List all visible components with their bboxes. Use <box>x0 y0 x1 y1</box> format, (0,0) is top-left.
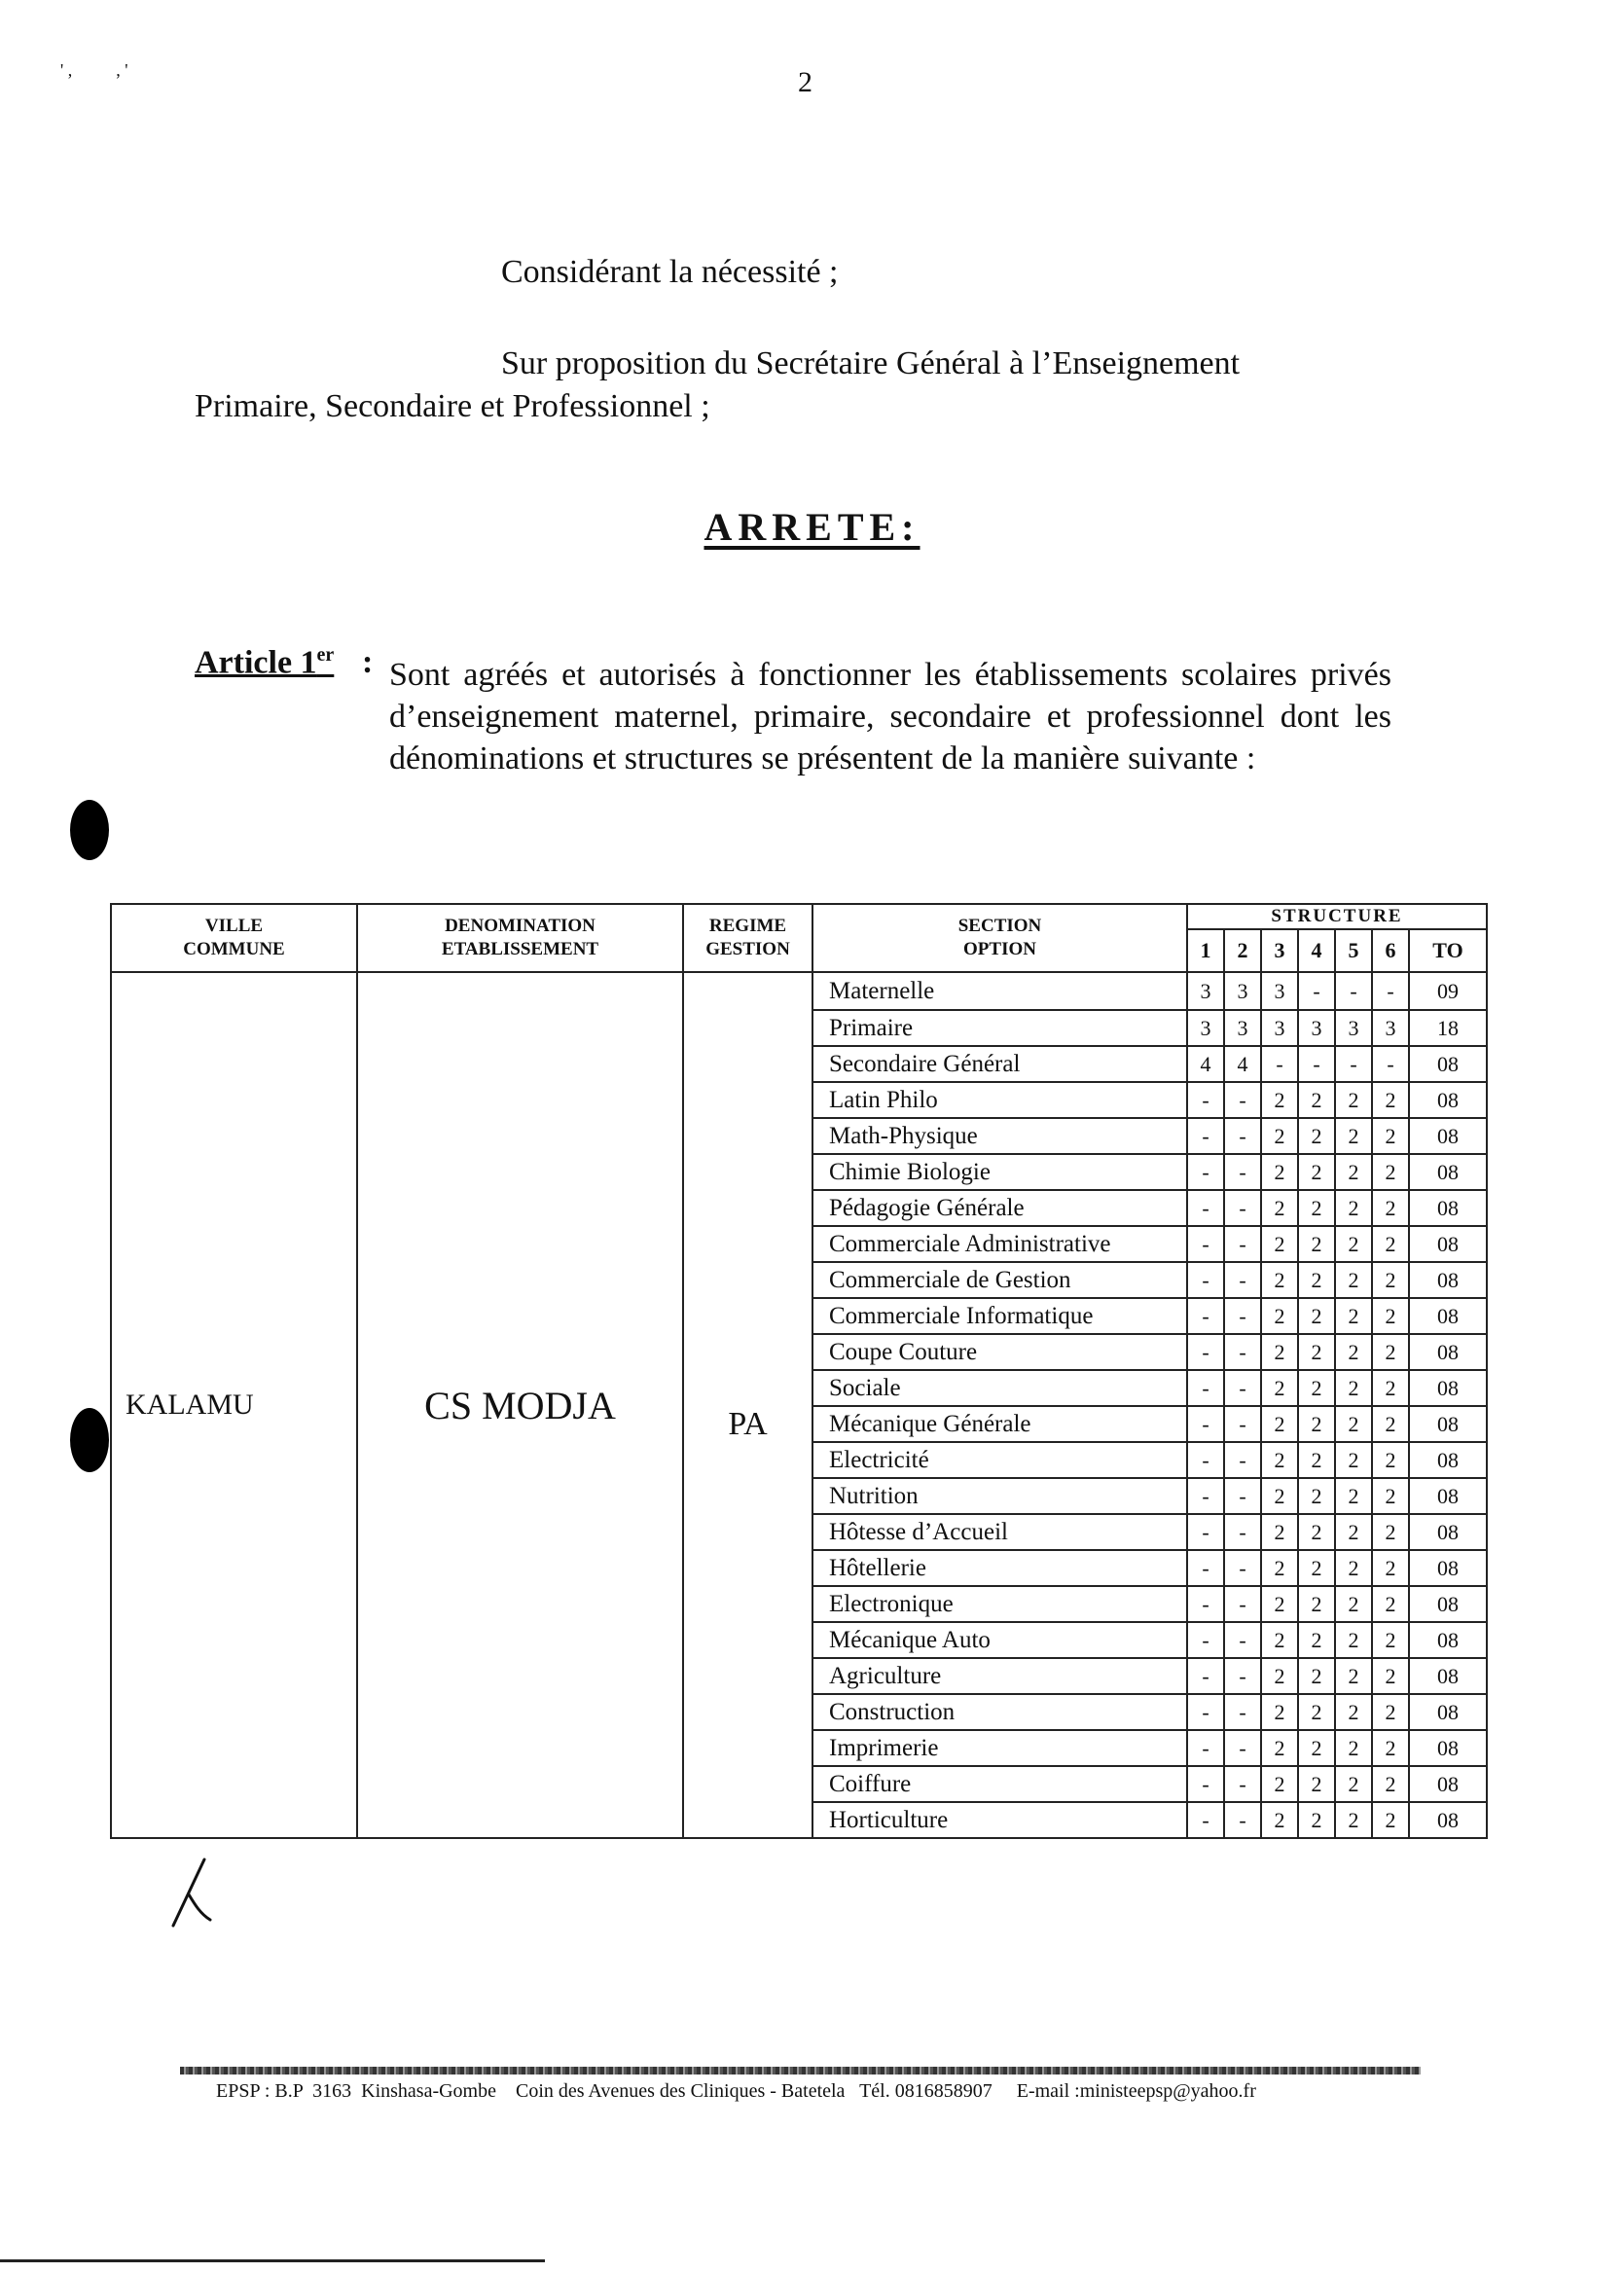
option-cell: Electricité <box>812 1442 1187 1478</box>
page-number: 2 <box>798 66 812 98</box>
year-3-cell: 2 <box>1261 1262 1298 1298</box>
total-cell: 08 <box>1409 1478 1487 1514</box>
year-2-cell: - <box>1224 1622 1261 1658</box>
year-2-cell: - <box>1224 1190 1261 1226</box>
total-cell: 08 <box>1409 1514 1487 1550</box>
year-4-cell: 2 <box>1298 1694 1335 1730</box>
year-5-cell: 2 <box>1335 1262 1372 1298</box>
year-3-cell: 2 <box>1261 1334 1298 1370</box>
year-3-cell: 2 <box>1261 1766 1298 1802</box>
year-1-cell: - <box>1187 1442 1224 1478</box>
year-5-cell: 2 <box>1335 1406 1372 1442</box>
year-5-cell: - <box>1335 972 1372 1010</box>
year-4-cell: 2 <box>1298 1478 1335 1514</box>
year-2-cell: - <box>1224 1658 1261 1694</box>
option-cell: Primaire <box>812 1010 1187 1046</box>
year-3-cell: 2 <box>1261 1622 1298 1658</box>
year-5-cell: 2 <box>1335 1334 1372 1370</box>
total-cell: 08 <box>1409 1406 1487 1442</box>
year-1-cell: - <box>1187 1334 1224 1370</box>
year-5-cell: 2 <box>1335 1190 1372 1226</box>
header-year-3: 3 <box>1261 929 1298 972</box>
year-6-cell: 2 <box>1372 1622 1409 1658</box>
year-3-cell: 2 <box>1261 1190 1298 1226</box>
year-3-cell: 2 <box>1261 1442 1298 1478</box>
option-cell: Coupe Couture <box>812 1334 1187 1370</box>
year-6-cell: 2 <box>1372 1550 1409 1586</box>
option-cell: Secondaire Général <box>812 1046 1187 1082</box>
year-6-cell: 2 <box>1372 1190 1409 1226</box>
option-cell: Imprimerie <box>812 1730 1187 1766</box>
option-cell: Pédagogie Générale <box>812 1190 1187 1226</box>
year-5-cell: 2 <box>1335 1694 1372 1730</box>
total-cell: 08 <box>1409 1262 1487 1298</box>
year-4-cell: 2 <box>1298 1370 1335 1406</box>
year-1-cell: 3 <box>1187 1010 1224 1046</box>
total-cell: 08 <box>1409 1622 1487 1658</box>
bottom-scan-line <box>0 2259 545 2262</box>
year-2-cell: 3 <box>1224 1010 1261 1046</box>
year-2-cell: - <box>1224 1694 1261 1730</box>
year-4-cell: 2 <box>1298 1586 1335 1622</box>
year-1-cell: 4 <box>1187 1046 1224 1082</box>
year-5-cell: - <box>1335 1046 1372 1082</box>
year-6-cell: 2 <box>1372 1766 1409 1802</box>
arrete-title-text: ARRETE: <box>704 505 920 549</box>
year-4-cell: 2 <box>1298 1802 1335 1838</box>
total-cell: 08 <box>1409 1658 1487 1694</box>
total-cell: 08 <box>1409 1766 1487 1802</box>
year-6-cell: 2 <box>1372 1586 1409 1622</box>
year-1-cell: - <box>1187 1802 1224 1838</box>
year-6-cell: 2 <box>1372 1154 1409 1190</box>
year-3-cell: 2 <box>1261 1658 1298 1694</box>
year-2-cell: - <box>1224 1442 1261 1478</box>
etablissement-cell: CS MODJA <box>357 972 683 1838</box>
proposition-line-1: Sur proposition du Secrétaire Général à l’Enseignement <box>501 345 1241 381</box>
year-1-cell: - <box>1187 1586 1224 1622</box>
year-4-cell: 2 <box>1298 1406 1335 1442</box>
year-1-cell: - <box>1187 1694 1224 1730</box>
header-year-4: 4 <box>1298 929 1335 972</box>
year-5-cell: 2 <box>1335 1478 1372 1514</box>
year-2-cell: - <box>1224 1370 1261 1406</box>
option-cell: Coiffure <box>812 1766 1187 1802</box>
year-3-cell: 2 <box>1261 1478 1298 1514</box>
year-5-cell: 2 <box>1335 1082 1372 1118</box>
article-body: Sont agréés et autorisés à fonctionner les établissements scolaires privés d’enseignement maternel, primaire, secondaire et professionnel dont les dénominations et structures se présentent de la manière suivante : <box>389 657 1391 776</box>
header-denomination <box>357 904 683 972</box>
year-3-cell: 2 <box>1261 1226 1298 1262</box>
year-5-cell: 2 <box>1335 1550 1372 1586</box>
total-cell: 08 <box>1409 1046 1487 1082</box>
option-cell: Horticulture <box>812 1802 1187 1838</box>
year-3-cell: 2 <box>1261 1694 1298 1730</box>
total-cell: 08 <box>1409 1802 1487 1838</box>
punch-hole-bottom <box>70 1408 109 1472</box>
total-cell: 08 <box>1409 1082 1487 1118</box>
option-cell: Commerciale de Gestion <box>812 1262 1187 1298</box>
year-1-cell: - <box>1187 1730 1224 1766</box>
year-2-cell: - <box>1224 1514 1261 1550</box>
option-cell: Agriculture <box>812 1658 1187 1694</box>
header-year-2: 2 <box>1224 929 1261 972</box>
year-5-cell: 2 <box>1335 1766 1372 1802</box>
year-5-cell: 2 <box>1335 1298 1372 1334</box>
total-cell: 09 <box>1409 972 1487 1010</box>
year-6-cell: 2 <box>1372 1694 1409 1730</box>
table-row <box>111 972 1487 1010</box>
year-3-cell: 2 <box>1261 1154 1298 1190</box>
total-cell: 08 <box>1409 1730 1487 1766</box>
year-1-cell: - <box>1187 1082 1224 1118</box>
year-4-cell: 2 <box>1298 1262 1335 1298</box>
year-2-cell: - <box>1224 1298 1261 1334</box>
year-2-cell: - <box>1224 1118 1261 1154</box>
year-3-cell: 3 <box>1261 972 1298 1010</box>
header-regime-text: REGIME GESTION <box>705 916 790 959</box>
year-6-cell: 2 <box>1372 1118 1409 1154</box>
footer-rule <box>180 2067 1421 2075</box>
year-4-cell: 2 <box>1298 1622 1335 1658</box>
year-3-cell: 2 <box>1261 1586 1298 1622</box>
year-1-cell: - <box>1187 1154 1224 1190</box>
year-1-cell: - <box>1187 1370 1224 1406</box>
option-cell: Sociale <box>812 1370 1187 1406</box>
article-colon: : <box>362 644 374 680</box>
scan-specks: ' , , ' <box>60 60 128 80</box>
year-4-cell: - <box>1298 972 1335 1010</box>
year-6-cell: 2 <box>1372 1370 1409 1406</box>
year-2-cell: - <box>1224 1730 1261 1766</box>
total-cell: 08 <box>1409 1334 1487 1370</box>
option-cell: Commerciale Informatique <box>812 1298 1187 1334</box>
year-4-cell: - <box>1298 1046 1335 1082</box>
header-section-text: SECTION OPTION <box>957 916 1042 959</box>
year-1-cell: - <box>1187 1550 1224 1586</box>
header-structure: STRUCTURE <box>1187 904 1487 929</box>
proposition-paragraph <box>195 343 1430 428</box>
year-3-cell: 2 <box>1261 1370 1298 1406</box>
year-1-cell: - <box>1187 1514 1224 1550</box>
article-label-sup: er <box>316 644 335 666</box>
year-5-cell: 2 <box>1335 1370 1372 1406</box>
year-1-cell: - <box>1187 1478 1224 1514</box>
year-5-cell: 2 <box>1335 1802 1372 1838</box>
year-2-cell: - <box>1224 1478 1261 1514</box>
year-5-cell: 2 <box>1335 1226 1372 1262</box>
total-cell: 08 <box>1409 1154 1487 1190</box>
year-4-cell: 2 <box>1298 1766 1335 1802</box>
year-6-cell: 2 <box>1372 1442 1409 1478</box>
year-4-cell: 2 <box>1298 1190 1335 1226</box>
year-1-cell: - <box>1187 1766 1224 1802</box>
year-3-cell: 2 <box>1261 1730 1298 1766</box>
option-cell: Mécanique Générale <box>812 1406 1187 1442</box>
year-6-cell: 2 <box>1372 1406 1409 1442</box>
year-4-cell: 3 <box>1298 1010 1335 1046</box>
year-1-cell: - <box>1187 1658 1224 1694</box>
punch-hole-top <box>70 800 109 860</box>
year-3-cell: 2 <box>1261 1082 1298 1118</box>
year-3-cell: 2 <box>1261 1802 1298 1838</box>
year-2-cell: - <box>1224 1082 1261 1118</box>
year-3-cell: - <box>1261 1046 1298 1082</box>
year-1-cell: - <box>1187 1622 1224 1658</box>
proposition-line-2: Primaire, Secondaire et Professionnel ; <box>195 388 710 424</box>
option-cell: Commerciale Administrative <box>812 1226 1187 1262</box>
year-6-cell: 2 <box>1372 1226 1409 1262</box>
year-4-cell: 2 <box>1298 1730 1335 1766</box>
year-5-cell: 2 <box>1335 1658 1372 1694</box>
year-6-cell: 2 <box>1372 1334 1409 1370</box>
total-cell: 08 <box>1409 1370 1487 1406</box>
article-label-text: Article 1 <box>195 644 317 681</box>
year-1-cell: - <box>1187 1298 1224 1334</box>
year-2-cell: - <box>1224 1226 1261 1262</box>
year-3-cell: 2 <box>1261 1514 1298 1550</box>
option-cell: Hôtesse d’Accueil <box>812 1514 1187 1550</box>
header-regime <box>683 904 812 972</box>
total-cell: 08 <box>1409 1442 1487 1478</box>
total-cell: 08 <box>1409 1190 1487 1226</box>
year-4-cell: 2 <box>1298 1334 1335 1370</box>
year-6-cell: 2 <box>1372 1262 1409 1298</box>
year-2-cell: - <box>1224 1550 1261 1586</box>
year-4-cell: 2 <box>1298 1442 1335 1478</box>
total-cell: 08 <box>1409 1550 1487 1586</box>
year-6-cell: 2 <box>1372 1658 1409 1694</box>
year-5-cell: 2 <box>1335 1118 1372 1154</box>
option-cell: Hôtellerie <box>812 1550 1187 1586</box>
handwritten-initial <box>165 1854 234 1931</box>
year-2-cell: - <box>1224 1406 1261 1442</box>
year-4-cell: 2 <box>1298 1118 1335 1154</box>
header-section <box>812 904 1187 972</box>
year-5-cell: 2 <box>1335 1442 1372 1478</box>
option-cell: Nutrition <box>812 1478 1187 1514</box>
year-5-cell: 2 <box>1335 1586 1372 1622</box>
year-1-cell: - <box>1187 1262 1224 1298</box>
option-cell: Maternelle <box>812 972 1187 1010</box>
year-6-cell: 2 <box>1372 1730 1409 1766</box>
year-2-cell: - <box>1224 1154 1261 1190</box>
year-3-cell: 2 <box>1261 1118 1298 1154</box>
year-3-cell: 2 <box>1261 1406 1298 1442</box>
total-cell: 08 <box>1409 1586 1487 1622</box>
commune-cell: KALAMU <box>111 972 357 1838</box>
option-cell: Mécanique Auto <box>812 1622 1187 1658</box>
header-year-6: 6 <box>1372 929 1409 972</box>
year-6-cell: - <box>1372 1046 1409 1082</box>
arrete-title <box>0 504 1624 550</box>
year-1-cell: - <box>1187 1118 1224 1154</box>
year-2-cell: - <box>1224 1586 1261 1622</box>
option-cell: Chimie Biologie <box>812 1154 1187 1190</box>
header-year-5: 5 <box>1335 929 1372 972</box>
total-cell: 08 <box>1409 1694 1487 1730</box>
year-1-cell: - <box>1187 1190 1224 1226</box>
year-6-cell: - <box>1372 972 1409 1010</box>
year-4-cell: 2 <box>1298 1154 1335 1190</box>
year-2-cell: 4 <box>1224 1046 1261 1082</box>
considerant-line: Considérant la nécessité ; <box>501 254 839 290</box>
year-4-cell: 2 <box>1298 1550 1335 1586</box>
year-6-cell: 2 <box>1372 1514 1409 1550</box>
total-cell: 18 <box>1409 1010 1487 1046</box>
year-5-cell: 2 <box>1335 1154 1372 1190</box>
year-2-cell: - <box>1224 1262 1261 1298</box>
year-2-cell: - <box>1224 1802 1261 1838</box>
year-5-cell: 3 <box>1335 1010 1372 1046</box>
year-4-cell: 2 <box>1298 1514 1335 1550</box>
total-cell: 08 <box>1409 1226 1487 1262</box>
year-1-cell: - <box>1187 1226 1224 1262</box>
year-2-cell: - <box>1224 1334 1261 1370</box>
year-4-cell: 2 <box>1298 1082 1335 1118</box>
year-4-cell: 2 <box>1298 1658 1335 1694</box>
year-2-cell: - <box>1224 1766 1261 1802</box>
article-label <box>195 644 334 681</box>
total-cell: 08 <box>1409 1298 1487 1334</box>
option-cell: Electronique <box>812 1586 1187 1622</box>
year-5-cell: 2 <box>1335 1514 1372 1550</box>
year-6-cell: 3 <box>1372 1010 1409 1046</box>
year-3-cell: 2 <box>1261 1298 1298 1334</box>
header-ville <box>111 904 357 972</box>
year-6-cell: 2 <box>1372 1478 1409 1514</box>
year-3-cell: 2 <box>1261 1550 1298 1586</box>
header-ville-text: VILLE COMMUNE <box>183 916 285 959</box>
option-cell: Latin Philo <box>812 1082 1187 1118</box>
year-3-cell: 3 <box>1261 1010 1298 1046</box>
year-6-cell: 2 <box>1372 1298 1409 1334</box>
year-4-cell: 2 <box>1298 1298 1335 1334</box>
total-cell: 08 <box>1409 1118 1487 1154</box>
year-5-cell: 2 <box>1335 1622 1372 1658</box>
year-5-cell: 2 <box>1335 1730 1372 1766</box>
header-year-1: 1 <box>1187 929 1224 972</box>
year-6-cell: 2 <box>1372 1082 1409 1118</box>
schools-table <box>110 903 1488 1839</box>
year-1-cell: - <box>1187 1406 1224 1442</box>
option-cell: Math-Physique <box>812 1118 1187 1154</box>
year-6-cell: 2 <box>1372 1802 1409 1838</box>
year-4-cell: 2 <box>1298 1226 1335 1262</box>
header-total: TO <box>1409 929 1487 972</box>
regime-cell: PA <box>683 972 812 1838</box>
header-denomination-text: DENOMINATION ETABLISSEMENT <box>441 916 599 959</box>
footer-address: EPSP : B.P 3163 Kinshasa-Gombe Coin des Avenues des Cliniques - Batetela Tél. 0816858907 E-mail :ministeepsp@yahoo.fr <box>216 2080 1256 2102</box>
year-2-cell: 3 <box>1224 972 1261 1010</box>
option-cell: Construction <box>812 1694 1187 1730</box>
year-1-cell: 3 <box>1187 972 1224 1010</box>
